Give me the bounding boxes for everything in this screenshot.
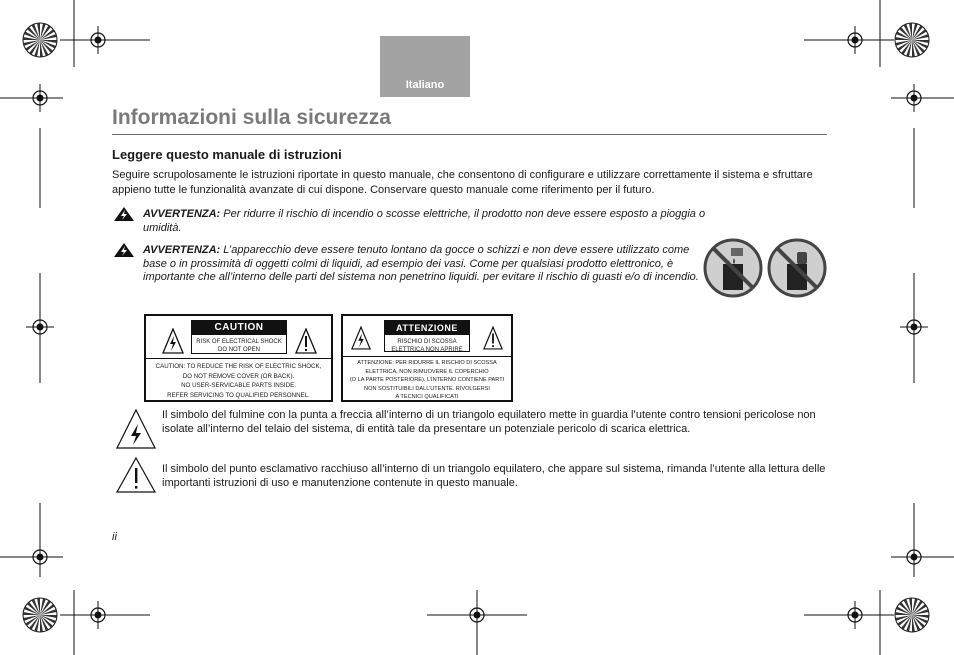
caution-subtitle: RISK OF ELECTRICAL SHOCK DO NOT OPEN (196, 339, 282, 353)
language-tab (380, 36, 470, 97)
page-title: Informazioni sulla sicurezza (112, 106, 391, 129)
exclamation-triangle-icon (295, 328, 317, 354)
intro-paragraph: Seguire scrupolosamente le istruzioni riportate in questo manuale, che consentono di configurare e utilizzare correttamente il sistema e sfruttare appieno tutte le funzionalità avanzate di cui dispone. Conservare questo manuale come riferimento per il futuro. (112, 169, 813, 196)
caution-header (191, 320, 287, 354)
warning-1 (143, 208, 713, 235)
registration-mark (841, 26, 869, 54)
registration-mark (26, 84, 54, 112)
warning-2 (143, 244, 703, 285)
attenzione-body: ATTENZIONE: PER RIDURRE IL RISCHIO DI SCOSSA ELETTRICA, NON RIMUOVERE IL COPERCHIO (O LA PARTE POSTERIORE). L’INTERNO CONTIENE PARTI NON SOSTITUIBILI DALL’UTENTE. RIVOLGERSI A TECNICI QUALIFICATI (349, 360, 505, 401)
caution-title: CAUTION (192, 321, 286, 335)
section-heading: Leggere questo manuale di istruzioni (112, 147, 342, 162)
exclamation-symbol-description: Il simbolo del punto esclamativo racchiuso all’interno di un triangolo equilatero, che appare sul sistema, rimanda l’utente alla lettura delle importanti istruzioni di uso e manutenzione contenute in questo manuale. (162, 463, 826, 489)
caution-label (144, 314, 333, 402)
attenzione-header (384, 320, 470, 352)
attenzione-divider (343, 356, 511, 357)
exclamation-triangle-icon (483, 326, 503, 350)
warning-1-label: AVVERTENZA: (143, 208, 221, 220)
lightning-triangle-icon (115, 408, 157, 450)
lightning-triangle-icon (351, 326, 371, 350)
registration-mark (26, 313, 54, 341)
warning-triangle-icon (113, 206, 135, 222)
no-liquid-container-icon (767, 238, 827, 298)
caution-divider (146, 358, 331, 359)
lightning-symbol-description: Il simbolo del fulmine con la punta a freccia all’interno di un triangolo equilatero mette in guardia l’utente contro tensioni pericolose non isolate all’interno del telaio del sistema, di entità tale da presentare un potenziale pericolo di scarica elettrica. (162, 409, 816, 435)
registration-mark (841, 601, 869, 629)
warning-triangle-icon (113, 242, 135, 258)
attenzione-subtitle: RISCHIO DI SCOSSA ELETTRICA NON APRIRE (391, 339, 463, 353)
warning-2-label: AVVERTENZA: (143, 244, 221, 256)
color-target-mark (895, 23, 929, 57)
warning-2-text: L’apparecchio deve essere tenuto lontano da gocce o schizzi e non deve essere utilizzato come base o in prossimità di oggetti colmi di liquidi, ad esempio dei vasi. Come per qualsiasi prodotto elettronico, è importante che all’interno delle parti del sistema non penetrino liquidi. per evitare il rischio di guasti e/o di incendio. (143, 244, 699, 283)
registration-mark (463, 601, 491, 629)
color-target-mark (23, 598, 57, 632)
warning-1-text: Per ridurre il rischio di incendio o scosse elettriche, il prodotto non deve essere esposto a pioggia o umidità. (143, 208, 706, 234)
exclamation-triangle-icon (115, 456, 157, 494)
registration-mark (26, 543, 54, 571)
lightning-triangle-icon (162, 328, 184, 354)
no-dripping-liquid-icon (703, 238, 763, 298)
language-tab-label: Italiano (405, 79, 445, 91)
registration-mark (900, 313, 928, 341)
registration-mark (900, 543, 928, 571)
color-target-mark (23, 23, 57, 57)
page-number: ii (112, 531, 117, 543)
registration-mark (84, 26, 112, 54)
attenzione-title: ATTENZIONE (385, 321, 469, 335)
color-target-mark (895, 598, 929, 632)
registration-mark (900, 84, 928, 112)
caution-body: CAUTION: TO REDUCE THE RISK OF ELECTRIC SHOCK, DO NOT REMOVE COVER (OR BACK). NO USER-SERVICABLE PARTS INSIDE. REFER SERVICING TO QUALIFIED PERSONNEL. (155, 363, 322, 399)
title-rule (112, 134, 827, 135)
attenzione-label (341, 314, 513, 402)
registration-mark (84, 601, 112, 629)
